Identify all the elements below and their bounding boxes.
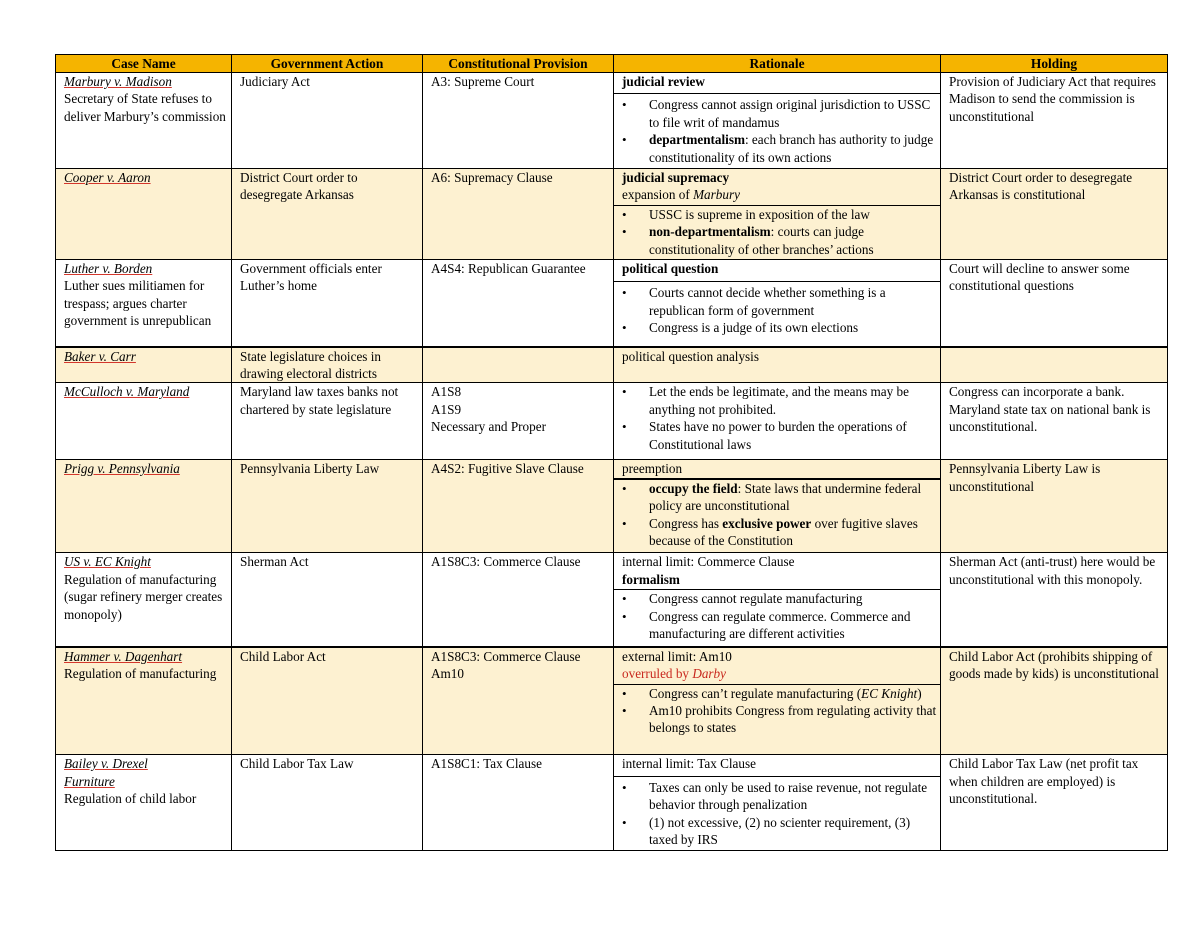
case-description: Secretary of State refuses to deliver Marbury’s commission	[64, 91, 226, 124]
case-name: Baker v. Carr	[64, 348, 136, 364]
rationale-bullet: • Congress cannot assign original jurisdiction to USSC to file writ of mandamus	[622, 96, 938, 131]
action-cell: District Court order to desegregate Arkansas	[232, 169, 423, 260]
holding-cell: District Court order to desegregate Arkansas is constitutional	[941, 169, 1168, 260]
case-cell	[56, 383, 232, 460]
header-constitutional-provision: Constitutional Provision	[423, 55, 614, 73]
header-holding: Holding	[941, 55, 1168, 73]
action-cell: Maryland law taxes banks not chartered by state legislature	[232, 383, 423, 460]
holding-cell: Child Labor Act (prohibits shipping of goods made by kids) is unconstitutional	[941, 647, 1168, 755]
table-row	[56, 169, 1168, 260]
rationale-subheading: expansion of Marbury	[622, 187, 740, 203]
rationale-heading: internal limit: Commerce Clause	[622, 554, 795, 570]
provision-cell: A1S8 A1S9 Necessary and Proper	[423, 383, 614, 460]
rationale-cell	[614, 553, 941, 647]
provision-cell: A1S8C1: Tax Clause	[423, 755, 614, 851]
case-name: Cooper v. Aaron	[64, 170, 151, 185]
rationale-bullet: • Congress can’t regulate manufacturing (EC Knight)	[622, 685, 938, 702]
case-description: Regulation of child labor	[64, 791, 197, 807]
rationale-bullet: • States have no power to burden the operations of Constitutional laws	[622, 418, 938, 453]
case-cell	[56, 347, 232, 383]
rationale-bullet: • (1) not excessive, (2) no scienter requirement, (3) taxed by IRS	[622, 814, 938, 849]
case-cell	[56, 73, 232, 169]
rationale-heading: internal limit: Tax Clause	[622, 756, 756, 772]
case-table	[55, 54, 1168, 851]
action-cell: Child Labor Act	[232, 647, 423, 755]
case-cell	[56, 647, 232, 755]
provision-cell: A1S8C3: Commerce Clause Am10	[423, 647, 614, 755]
rationale-bullet: • Congress can regulate commerce. Commerce and manufacturing are different activities	[622, 608, 938, 643]
rationale-subheading: formalism	[622, 571, 680, 587]
rationale-bullet: • Taxes can only be used to raise revenue, not regulate behavior through penalization	[622, 779, 938, 814]
table-row	[56, 755, 1168, 851]
holding-cell: Sherman Act (anti-trust) here would be unconstitutional with this monopoly.	[941, 553, 1168, 647]
rationale-heading: external limit: Am10	[622, 648, 732, 664]
provision-cell: A4S4: Republican Guarantee	[423, 260, 614, 347]
rationale-bullet: • Courts cannot decide whether something is a republican form of government	[622, 284, 938, 319]
table-row	[56, 460, 1168, 553]
case-name: Hammer v. Dagenhart	[64, 648, 183, 664]
rationale-cell	[614, 755, 941, 851]
table-row	[56, 73, 1168, 169]
rationale-bullet: • Congress is a judge of its own elections	[622, 319, 938, 336]
header-government-action: Government Action	[232, 55, 423, 73]
header-case-name: Case Name	[56, 55, 232, 73]
provision-cell: A6: Supremacy Clause	[423, 169, 614, 260]
table-row	[56, 383, 1168, 460]
holding-cell: Congress can incorporate a bank. Maryland state tax on national bank is unconstitutional.	[941, 383, 1168, 460]
rationale-bullet: • Congress cannot regulate manufacturing	[622, 590, 938, 607]
case-name: McCulloch v. Maryland	[64, 384, 190, 400]
case-description: Regulation of manufacturing	[64, 666, 217, 682]
rationale-cell: political question analysis	[614, 347, 941, 383]
provision-cell: A3: Supreme Court	[423, 73, 614, 169]
provision-cell	[423, 347, 614, 383]
case-cell	[56, 460, 232, 553]
action-cell: Judiciary Act	[232, 73, 423, 169]
holding-cell: Pennsylvania Liberty Law is unconstitutional	[941, 460, 1168, 553]
case-cell	[56, 169, 232, 260]
holding-cell: Provision of Judiciary Act that requires Madison to send the commission is unconstitutional	[941, 73, 1168, 169]
rationale-bullet: • USSC is supreme in exposition of the law	[622, 206, 938, 223]
rationale-bullet: • occupy the field: State laws that undermine federal policy are unconstitutional	[622, 480, 938, 515]
rationale-bullet: • non-departmentalism: courts can judge constitutionality of other branches’ actions	[622, 223, 938, 258]
table-row	[56, 347, 1168, 383]
table-row	[56, 553, 1168, 647]
holding-cell: Child Labor Tax Law (net profit tax when children are employed) is unconstitutional.	[941, 755, 1168, 851]
case-name: US v. EC Knight	[64, 554, 151, 570]
rationale-heading: political question	[622, 261, 719, 276]
holding-cell	[941, 347, 1168, 383]
rationale-bullet: • Am10 prohibits Congress from regulating activity that belongs to states	[622, 702, 938, 737]
case-description: Luther sues militiamen for trespass; argues charter government is unrepublican	[64, 278, 212, 329]
rationale-cell	[614, 73, 941, 169]
rationale-cell	[614, 169, 941, 260]
provision-cell: A1S8C3: Commerce Clause	[423, 553, 614, 647]
case-cell	[56, 755, 232, 851]
rationale-subheading: overruled by Darby	[622, 666, 727, 682]
rationale-bullet: • departmentalism: each branch has authority to judge constitutionality of its own actions	[622, 131, 938, 166]
case-name: Bailey v. Drexel Furniture	[64, 756, 148, 789]
case-name: Luther v. Borden	[64, 261, 153, 276]
case-cell	[56, 260, 232, 347]
provision-cell: A4S2: Fugitive Slave Clause	[423, 460, 614, 553]
header-rationale: Rationale	[614, 55, 941, 73]
rationale-heading: judicial supremacy	[622, 170, 730, 185]
action-cell: Government officials enter Luther’s home	[232, 260, 423, 347]
rationale-heading: preemption	[622, 461, 683, 477]
header-row	[56, 55, 1168, 73]
case-name: Marbury v. Madison	[64, 74, 172, 89]
case-description: Regulation of manufacturing (sugar refinery merger creates monopoly)	[64, 571, 223, 622]
action-cell: Child Labor Tax Law	[232, 755, 423, 851]
rationale-cell	[614, 647, 941, 755]
rationale-cell	[614, 260, 941, 347]
table-row	[56, 260, 1168, 347]
action-cell: State legislature choices in drawing electoral districts	[232, 347, 423, 383]
case-name: Prigg v. Pennsylvania	[64, 461, 180, 477]
action-cell: Pennsylvania Liberty Law	[232, 460, 423, 553]
rationale-cell	[614, 460, 941, 553]
rationale-heading: judicial review	[622, 74, 705, 89]
rationale-bullet: • Congress has exclusive power over fugitive slaves because of the Constitution	[622, 515, 938, 550]
rationale-cell	[614, 383, 941, 460]
holding-cell: Court will decline to answer some constitutional questions	[941, 260, 1168, 347]
case-cell	[56, 553, 232, 647]
table-row	[56, 647, 1168, 755]
action-cell: Sherman Act	[232, 553, 423, 647]
rationale-bullet: • Let the ends be legitimate, and the means may be anything not prohibited.	[622, 383, 938, 418]
